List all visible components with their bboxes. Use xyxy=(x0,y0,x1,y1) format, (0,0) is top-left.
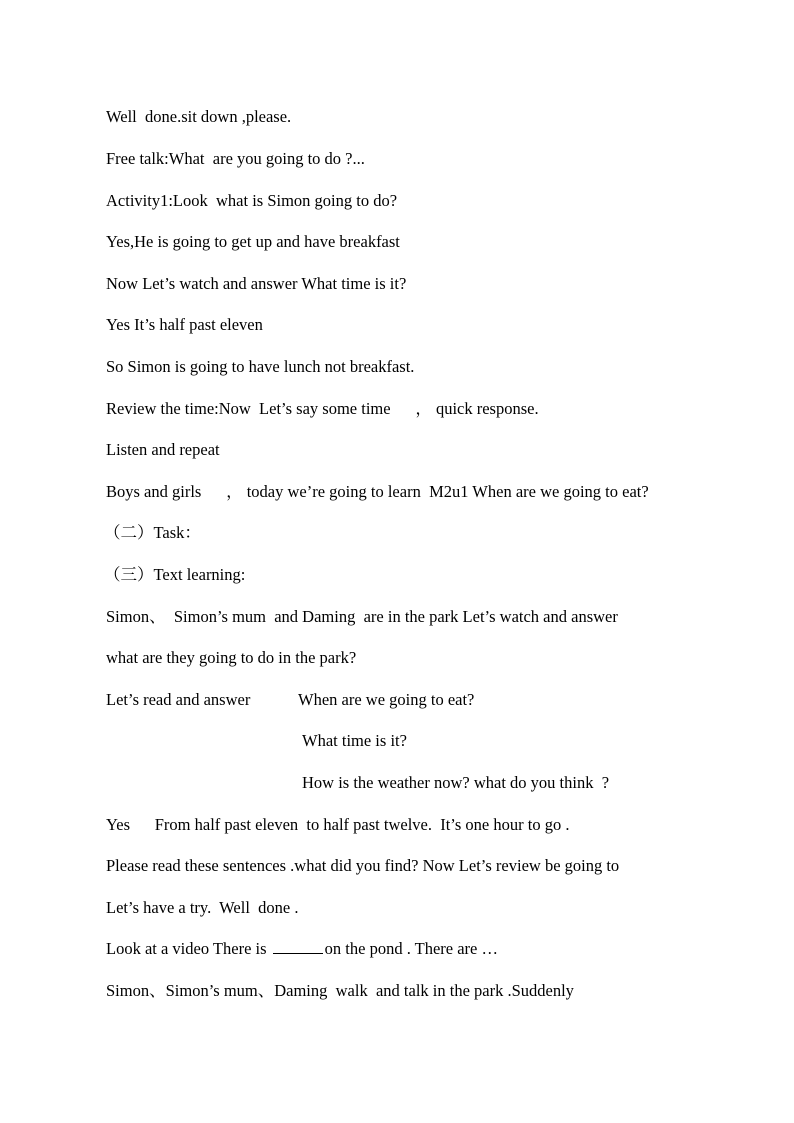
text-line: Simon、 Simon’s mum and Daming are in the park Let’s watch and answer xyxy=(106,607,618,626)
fill-in-line xyxy=(106,939,498,959)
text-line: Well done.sit down ,please. xyxy=(106,107,292,126)
fill-in-blank xyxy=(273,939,323,954)
text-line: So Simon is going to have lunch not breakfast. xyxy=(106,357,415,376)
question-line: What time is it? xyxy=(302,731,407,750)
fill-in-prefix: Look at a video There is xyxy=(106,939,267,958)
text-line: Please read these sentences .what did you find? Now Let’s review be going to xyxy=(106,856,620,875)
question-line: When are we going to eat? xyxy=(298,690,475,709)
text-line: Yes It’s half past eleven xyxy=(106,315,263,334)
text-line: Now Let’s watch and answer What time is it? xyxy=(106,274,407,293)
text-line: Let’s read and answer xyxy=(106,690,251,709)
text-line: Yes From half past eleven to half past twelve. It’s one hour to go . xyxy=(106,815,570,834)
text-line: what are they going to do in the park? xyxy=(106,648,357,667)
text-line: Activity1:Look what is Simon going to do? xyxy=(106,191,398,210)
text-line: Free talk:What are you going to do ?... xyxy=(106,149,365,168)
text-line: Boys and girls ， today we’re going to learn M2u1 When are we going to eat? xyxy=(106,482,649,501)
text-line: Yes,He is going to get up and have breakfast xyxy=(106,232,400,251)
text-line: Review the time:Now Let’s say some time ， quick response. xyxy=(106,399,539,418)
text-line: Simon、Simon’s mum、Daming walk and talk in the park .Suddenly xyxy=(106,981,574,1000)
fill-in-suffix: on the pond . There are … xyxy=(324,939,499,958)
question-line: How is the weather now? what do you think ? xyxy=(302,773,610,792)
text-line: Let’s have a try. Well done . xyxy=(106,898,299,917)
text-line: Listen and repeat xyxy=(106,440,220,459)
section-heading-task: （二）Task： xyxy=(104,523,201,542)
section-heading-text-learning: （三）Text learning: xyxy=(104,565,246,584)
